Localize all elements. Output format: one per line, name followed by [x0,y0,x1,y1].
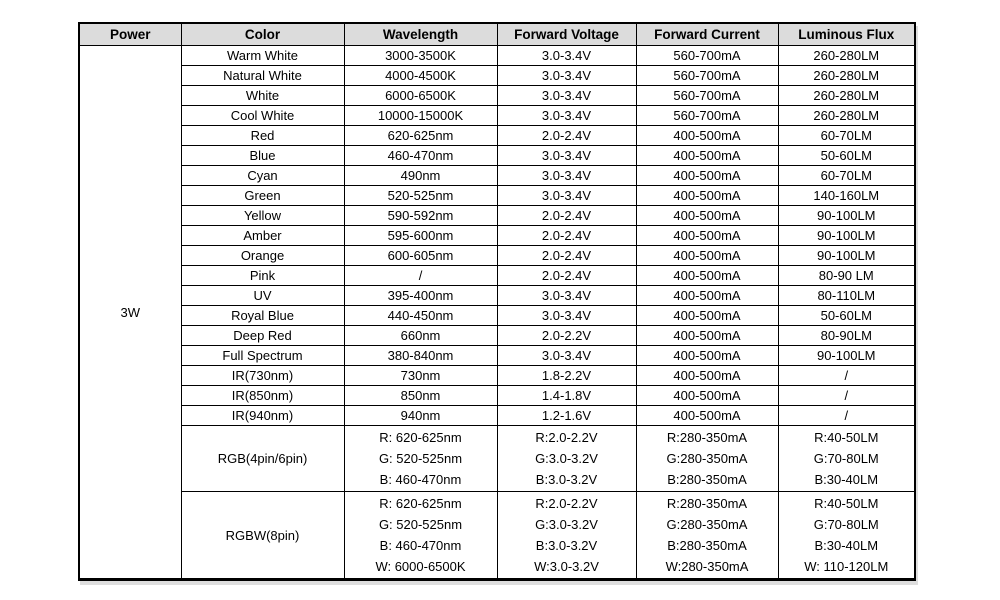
power-value-cell: 3W [79,46,181,580]
table-row [79,186,915,206]
cell-wavelength: 590-592nm [344,206,497,226]
cell-color: Cool White [181,106,344,126]
cell-line: G:70-80LM [813,517,879,532]
cell-line: B:280-350mA [667,472,747,487]
cell-voltage: 3.0-3.4V [497,166,636,186]
cell-wavelength: / [344,266,497,286]
cell-flux: 140-160LM [778,186,915,206]
cell-color: IR(940nm) [181,406,344,426]
cell-wavelength: 620-625nm [344,126,497,146]
header-power: Power [79,23,181,46]
header-luminous-flux: Luminous Flux [778,23,915,46]
cell-current: 400-500mA [636,126,778,146]
cell-color: Yellow [181,206,344,226]
cell-wavelength: 440-450nm [344,306,497,326]
cell-wavelength: 3000-3500K [344,46,497,66]
cell-flux: 50-60LM [778,146,915,166]
cell-line: B: 460-470nm [379,472,462,487]
cell-wavelength: 600-605nm [344,246,497,266]
cell-line: G:70-80LM [813,451,879,466]
cell-line: R:40-50LM [814,496,879,511]
table-row [79,66,915,86]
cell-line: R:2.0-2.2V [535,430,598,445]
cell-current: 400-500mA [636,406,778,426]
cell-voltage [497,426,636,492]
cell-current: 400-500mA [636,206,778,226]
cell-flux [778,426,915,492]
cell-line: B:30-40LM [814,538,879,553]
cell-wavelength: 4000-4500K [344,66,497,86]
cell-voltage: 2.0-2.4V [497,266,636,286]
cell-color: Warm White [181,46,344,66]
cell-voltage: 2.0-2.4V [497,126,636,146]
header-color: Color [181,23,344,46]
cell-current: 560-700mA [636,106,778,126]
cell-line: R: 620-625nm [379,496,462,511]
cell-line: W: 6000-6500K [375,559,466,574]
table-row [79,366,915,386]
table-row [79,326,915,346]
cell-line: R:280-350mA [666,430,748,445]
cell-current: 400-500mA [636,166,778,186]
cell-line: B:30-40LM [814,472,879,487]
cell-current: 400-500mA [636,306,778,326]
cell-color: Blue [181,146,344,166]
cell-color: Pink [181,266,344,286]
cell-line: G: 520-525nm [378,517,463,532]
cell-line: W: 110-120LM [804,559,889,574]
cell-wavelength: 380-840nm [344,346,497,366]
cell-wavelength: 490nm [344,166,497,186]
cell-line: W:3.0-3.2V [534,559,599,574]
cell-voltage: 2.0-2.4V [497,226,636,246]
table-row [79,406,915,426]
table-row [79,126,915,146]
cell-color: Green [181,186,344,206]
cell-voltage [497,492,636,580]
header-wavelength: Wavelength [344,23,497,46]
cell-flux: 80-90LM [778,326,915,346]
cell-color: RGBW(8pin) [181,492,344,580]
cell-flux: 260-280LM [778,106,915,126]
cell-voltage: 1.2-1.6V [497,406,636,426]
cell-flux: 60-70LM [778,166,915,186]
cell-color: Full Spectrum [181,346,344,366]
cell-line: G: 520-525nm [378,451,463,466]
table-row [79,286,915,306]
cell-voltage: 3.0-3.4V [497,346,636,366]
cell-color: Royal Blue [181,306,344,326]
cell-voltage: 3.0-3.4V [497,66,636,86]
cell-current: 400-500mA [636,226,778,246]
cell-color: Natural White [181,66,344,86]
cell-wavelength: 6000-6500K [344,86,497,106]
cell-flux: 90-100LM [778,226,915,246]
cell-voltage: 3.0-3.4V [497,86,636,106]
table-row [79,206,915,226]
cell-color: Deep Red [181,326,344,346]
cell-current: 400-500mA [636,246,778,266]
cell-voltage: 3.0-3.4V [497,146,636,166]
cell-line: B:280-350mA [667,538,747,553]
cell-flux: 260-280LM [778,66,915,86]
cell-current: 400-500mA [636,286,778,306]
cell-flux: 90-100LM [778,346,915,366]
cell-color: Orange [181,246,344,266]
cell-flux: 90-100LM [778,206,915,226]
cell-voltage: 1.8-2.2V [497,366,636,386]
cell-current: 400-500mA [636,366,778,386]
cell-line: G:3.0-3.2V [535,517,598,532]
cell-voltage: 2.0-2.4V [497,206,636,226]
cell-flux: 80-90 LM [778,266,915,286]
cell-line: G:280-350mA [666,451,748,466]
cell-current: 400-500mA [636,186,778,206]
cell-voltage: 3.0-3.4V [497,106,636,126]
cell-wavelength [344,492,497,580]
cell-wavelength: 850nm [344,386,497,406]
cell-voltage: 3.0-3.4V [497,286,636,306]
cell-flux: 80-110LM [778,286,915,306]
cell-voltage: 3.0-3.4V [497,186,636,206]
cell-current: 560-700mA [636,86,778,106]
table-row-rgbw [79,492,915,580]
table-row [79,166,915,186]
header-forward-current: Forward Current [636,23,778,46]
cell-line: B:3.0-3.2V [535,538,598,553]
cell-color: UV [181,286,344,306]
table-row [79,386,915,406]
cell-flux: / [778,366,915,386]
cell-flux [778,492,915,580]
cell-current: 400-500mA [636,326,778,346]
cell-flux: / [778,386,915,406]
cell-line: B:3.0-3.2V [535,472,598,487]
cell-line: G:3.0-3.2V [535,451,598,466]
cell-wavelength: 595-600nm [344,226,497,246]
table-row [79,266,915,286]
table-row [79,306,915,326]
table-row [79,246,915,266]
cell-wavelength [344,426,497,492]
cell-color: IR(850nm) [181,386,344,406]
led-spec-table [78,22,916,581]
cell-flux: 260-280LM [778,86,915,106]
cell-voltage: 2.0-2.2V [497,326,636,346]
cell-voltage: 2.0-2.4V [497,246,636,266]
cell-current: 560-700mA [636,46,778,66]
cell-voltage: 3.0-3.4V [497,306,636,326]
cell-color: Cyan [181,166,344,186]
table-row [79,106,915,126]
cell-wavelength: 460-470nm [344,146,497,166]
cell-flux: 50-60LM [778,306,915,326]
cell-flux: / [778,406,915,426]
cell-current [636,426,778,492]
cell-color: IR(730nm) [181,366,344,386]
cell-color: White [181,86,344,106]
cell-wavelength: 730nm [344,366,497,386]
cell-voltage: 1.4-1.8V [497,386,636,406]
header-forward-voltage: Forward Voltage [497,23,636,46]
cell-line: B: 460-470nm [379,538,462,553]
cell-current: 400-500mA [636,266,778,286]
table-row-rgb [79,426,915,492]
cell-color: Amber [181,226,344,246]
cell-flux: 90-100LM [778,246,915,266]
table-row [79,86,915,106]
cell-line: R:2.0-2.2V [535,496,598,511]
cell-current: 560-700mA [636,66,778,86]
cell-color: Red [181,126,344,146]
cell-wavelength: 395-400nm [344,286,497,306]
cell-line: R:40-50LM [814,430,879,445]
cell-line: G:280-350mA [666,517,748,532]
cell-color: RGB(4pin/6pin) [181,426,344,492]
cell-voltage: 3.0-3.4V [497,46,636,66]
cell-wavelength: 520-525nm [344,186,497,206]
cell-current [636,492,778,580]
cell-current: 400-500mA [636,146,778,166]
cell-line: R: 620-625nm [379,430,462,445]
header-row [79,23,915,46]
cell-line: W:280-350mA [665,559,749,574]
cell-wavelength: 660nm [344,326,497,346]
table-row [79,46,915,66]
cell-wavelength: 940nm [344,406,497,426]
cell-current: 400-500mA [636,346,778,366]
table-row [79,346,915,366]
cell-line: R:280-350mA [666,496,748,511]
table-row [79,226,915,246]
cell-flux: 60-70LM [778,126,915,146]
cell-current: 400-500mA [636,386,778,406]
cell-flux: 260-280LM [778,46,915,66]
table-row [79,146,915,166]
cell-wavelength: 10000-15000K [344,106,497,126]
